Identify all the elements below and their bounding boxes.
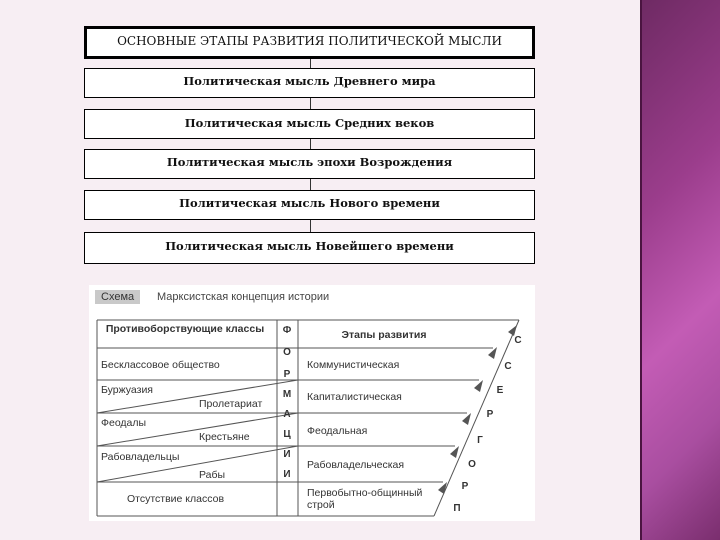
stages-title-box: [84, 26, 535, 59]
formation-letter: М: [282, 389, 292, 400]
class-bourgeoisie: Буржуазия: [101, 384, 153, 396]
formation-letter: Р: [283, 369, 291, 380]
connector: [310, 98, 311, 109]
connector: [310, 220, 311, 232]
scheme-caption: Марксистская концепция истории: [157, 291, 330, 303]
scheme-tag: Схема: [95, 290, 140, 304]
progress-letter: О: [468, 459, 476, 470]
header-stages: Этапы развития: [341, 329, 427, 341]
connector: [310, 59, 311, 68]
stage-label: Политическая мысль Средних веков: [184, 116, 435, 130]
stage-slave-owning: Рабовладельческая: [307, 459, 405, 471]
stage-box-ancient: [84, 68, 535, 98]
stage-box-renaissance: [84, 149, 535, 179]
formation-letter: А: [283, 409, 291, 420]
progress-letter: Р: [461, 481, 469, 492]
formation-letter: Ц: [283, 429, 291, 440]
stage-communist: Коммунистическая: [307, 359, 400, 371]
progress-letter: Р: [486, 409, 494, 420]
stages-title: ОСНОВНЫЕ ЭТАПЫ РАЗВИТИЯ ПОЛИТИЧЕСКОЙ МЫСЛИ: [117, 34, 502, 48]
row-no-classes: Отсутствие классов: [127, 493, 225, 505]
formation-letter: И: [283, 449, 291, 460]
connector: [310, 139, 311, 149]
formation-letter: О: [283, 347, 291, 358]
class-proletariat: Пролетариат: [199, 398, 263, 410]
stage-label: Политическая мысль Новейшего времени: [165, 239, 454, 253]
class-slaves: Рабы: [199, 469, 226, 481]
row-classless-society: Бесклассовое общество: [101, 359, 220, 371]
header-classes: Противоборствующие классы: [105, 323, 265, 335]
stage-label: Политическая мысль Нового времени: [179, 196, 440, 210]
stage-box-modern: [84, 190, 535, 220]
stage-capitalist: Капиталистическая: [307, 391, 402, 403]
decorative-side-band: [640, 0, 720, 540]
stage-primitive-communal: Первобытно-общинный строй: [307, 487, 423, 511]
formation-letter: Ф: [282, 325, 292, 336]
marxist-history-scheme: [89, 285, 535, 521]
progress-letter: С: [504, 361, 512, 372]
stage-label: Политическая мысль эпохи Возрождения: [166, 155, 453, 169]
political-thought-stages-diagram: [84, 26, 537, 264]
progress-letter: П: [453, 503, 461, 514]
connector: [310, 179, 311, 190]
formation-letter: И: [283, 469, 291, 480]
class-slave-owners: Рабовладельцы: [101, 451, 180, 463]
progress-letter: Е: [496, 385, 504, 396]
stage-label: Политическая мысль Древнего мира: [183, 74, 436, 88]
stage-feudal: Феодальная: [307, 425, 368, 437]
class-feudal-lords: Феодалы: [101, 417, 147, 429]
stage-box-middle-ages: [84, 109, 535, 139]
stage-box-contemporary: [84, 232, 535, 264]
progress-letter: С: [514, 335, 522, 346]
class-peasants: Крестьяне: [199, 431, 250, 443]
progress-letter: Г: [477, 435, 483, 446]
